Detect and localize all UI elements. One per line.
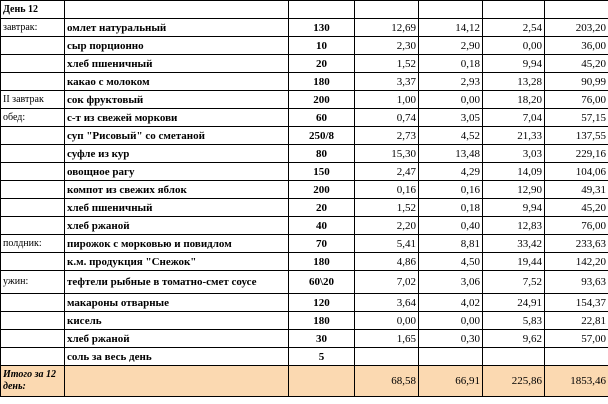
kcal-cell: 76,00 <box>545 91 608 109</box>
dish-cell: тефтели рыбные в томатно-смет соусе <box>65 271 289 294</box>
kcal-cell: 22,81 <box>545 312 608 330</box>
table-row <box>1 271 608 294</box>
dish-cell: омлет натуральный <box>65 19 289 37</box>
meal-cell <box>1 312 65 330</box>
portion-cell: 30 <box>289 330 355 348</box>
portion-cell: 130 <box>289 19 355 37</box>
dish-cell: овощное рагу <box>65 163 289 181</box>
dish-cell: сок фруктовый <box>65 91 289 109</box>
meal-cell: полдник: <box>1 235 65 253</box>
kcal-cell: 36,00 <box>545 37 608 55</box>
protein-cell: 3,64 <box>355 294 419 312</box>
table-row <box>1 199 608 217</box>
kcal-cell: 45,20 <box>545 55 608 73</box>
table-row <box>1 217 608 235</box>
table-row <box>1 312 608 330</box>
kcal-cell: 154,37 <box>545 294 608 312</box>
carbs-cell: 2,54 <box>483 19 545 37</box>
carbs-cell: 21,33 <box>483 127 545 145</box>
portion-cell: 20 <box>289 55 355 73</box>
dish-cell: с-т из свежей моркови <box>65 109 289 127</box>
fat-cell: 0,16 <box>419 181 483 199</box>
protein-cell <box>355 348 419 366</box>
meal-cell: обед: <box>1 109 65 127</box>
dish-cell: суп "Рисовый" со сметаной <box>65 127 289 145</box>
meal-cell <box>1 330 65 348</box>
portion-cell: 120 <box>289 294 355 312</box>
carbs-cell: 13,28 <box>483 73 545 91</box>
empty-cell <box>419 1 483 19</box>
kcal-cell: 90,99 <box>545 73 608 91</box>
dish-cell: хлеб пшеничный <box>65 55 289 73</box>
dish-cell: суфле из кур <box>65 145 289 163</box>
protein-cell: 1,52 <box>355 55 419 73</box>
fat-cell: 3,06 <box>419 271 483 294</box>
carbs-cell: 9,62 <box>483 330 545 348</box>
table-row <box>1 235 608 253</box>
kcal-cell: 57,00 <box>545 330 608 348</box>
kcal-cell: 93,63 <box>545 271 608 294</box>
portion-cell: 80 <box>289 145 355 163</box>
carbs-cell: 24,91 <box>483 294 545 312</box>
meal-cell <box>1 294 65 312</box>
empty-cell <box>545 1 608 19</box>
carbs-cell: 7,04 <box>483 109 545 127</box>
empty-cell <box>355 1 419 19</box>
meal-cell <box>1 181 65 199</box>
carbs-cell: 33,42 <box>483 235 545 253</box>
carbs-cell: 19,44 <box>483 253 545 271</box>
meal-cell <box>1 199 65 217</box>
meal-cell: ужин: <box>1 271 65 294</box>
fat-cell: 0,00 <box>419 91 483 109</box>
kcal-cell <box>545 348 608 366</box>
portion-cell: 250/8 <box>289 127 355 145</box>
fat-cell: 4,50 <box>419 253 483 271</box>
fat-cell: 0,30 <box>419 330 483 348</box>
carbs-cell <box>483 348 545 366</box>
kcal-cell: 229,16 <box>545 145 608 163</box>
portion-cell: 60\20 <box>289 271 355 294</box>
protein-cell: 5,41 <box>355 235 419 253</box>
fat-cell: 0,40 <box>419 217 483 235</box>
protein-cell: 2,20 <box>355 217 419 235</box>
table-row <box>1 19 608 37</box>
carbs-cell: 5,83 <box>483 312 545 330</box>
meal-cell <box>1 73 65 91</box>
table-row <box>1 253 608 271</box>
meal-cell: завтрак: <box>1 19 65 37</box>
meal-cell <box>1 55 65 73</box>
protein-cell: 1,00 <box>355 91 419 109</box>
table-row <box>1 163 608 181</box>
kcal-cell: 233,63 <box>545 235 608 253</box>
kcal-cell: 137,55 <box>545 127 608 145</box>
kcal-cell: 142,20 <box>545 253 608 271</box>
kcal-cell: 49,31 <box>545 181 608 199</box>
dish-cell: сыр порционно <box>65 37 289 55</box>
protein-cell: 2,47 <box>355 163 419 181</box>
protein-cell: 1,65 <box>355 330 419 348</box>
protein-cell: 3,37 <box>355 73 419 91</box>
meal-cell <box>1 348 65 366</box>
fat-cell: 8,81 <box>419 235 483 253</box>
portion-cell: 180 <box>289 312 355 330</box>
table-row <box>1 181 608 199</box>
kcal-cell: 76,00 <box>545 217 608 235</box>
protein-cell: 0,00 <box>355 312 419 330</box>
empty-cell <box>65 1 289 19</box>
table-row <box>1 55 608 73</box>
total-kcal: 1853,46 <box>545 366 608 397</box>
carbs-cell: 14,09 <box>483 163 545 181</box>
protein-cell: 7,02 <box>355 271 419 294</box>
fat-cell: 0,18 <box>419 55 483 73</box>
total-carbs: 225,86 <box>483 366 545 397</box>
portion-cell: 10 <box>289 37 355 55</box>
portion-cell: 150 <box>289 163 355 181</box>
fat-cell: 4,52 <box>419 127 483 145</box>
portion-cell: 200 <box>289 91 355 109</box>
fat-cell: 2,93 <box>419 73 483 91</box>
protein-cell: 2,30 <box>355 37 419 55</box>
empty-cell <box>289 366 355 397</box>
carbs-cell: 0,00 <box>483 37 545 55</box>
protein-cell: 0,74 <box>355 109 419 127</box>
portion-cell: 60 <box>289 109 355 127</box>
table-row <box>1 127 608 145</box>
portion-cell: 20 <box>289 199 355 217</box>
total-label: Итого за 12 день: <box>1 366 65 397</box>
kcal-cell: 57,15 <box>545 109 608 127</box>
table-row <box>1 348 608 366</box>
kcal-cell: 203,20 <box>545 19 608 37</box>
dish-cell: хлеб ржаной <box>65 217 289 235</box>
dish-cell: хлеб пшеничный <box>65 199 289 217</box>
portion-cell: 70 <box>289 235 355 253</box>
protein-cell: 4,86 <box>355 253 419 271</box>
fat-cell: 3,05 <box>419 109 483 127</box>
carbs-cell: 3,03 <box>483 145 545 163</box>
fat-cell: 2,90 <box>419 37 483 55</box>
table-row <box>1 37 608 55</box>
dish-cell: компот из свежих яблок <box>65 181 289 199</box>
table-row <box>1 109 608 127</box>
carbs-cell: 9,94 <box>483 199 545 217</box>
dish-cell: пирожок с морковью и повидлом <box>65 235 289 253</box>
portion-cell: 180 <box>289 73 355 91</box>
carbs-cell: 7,52 <box>483 271 545 294</box>
empty-cell <box>289 1 355 19</box>
protein-cell: 2,73 <box>355 127 419 145</box>
table-row <box>1 73 608 91</box>
fat-cell: 0,18 <box>419 199 483 217</box>
total-protein: 68,58 <box>355 366 419 397</box>
kcal-cell: 104,06 <box>545 163 608 181</box>
table-row <box>1 145 608 163</box>
dish-cell: кисель <box>65 312 289 330</box>
day-title-row <box>1 1 608 19</box>
portion-cell: 5 <box>289 348 355 366</box>
table-row <box>1 330 608 348</box>
meal-cell <box>1 127 65 145</box>
meal-cell <box>1 163 65 181</box>
kcal-cell: 45,20 <box>545 199 608 217</box>
protein-cell: 15,30 <box>355 145 419 163</box>
total-fat: 66,91 <box>419 366 483 397</box>
meal-cell: II завтрак <box>1 91 65 109</box>
protein-cell: 1,52 <box>355 199 419 217</box>
fat-cell: 0,00 <box>419 312 483 330</box>
dish-cell: соль за весь день <box>65 348 289 366</box>
dish-cell: какао с молоком <box>65 73 289 91</box>
carbs-cell: 12,90 <box>483 181 545 199</box>
dish-cell: хлеб ржаной <box>65 330 289 348</box>
table-row <box>1 294 608 312</box>
carbs-cell: 12,83 <box>483 217 545 235</box>
fat-cell: 4,29 <box>419 163 483 181</box>
protein-cell: 0,16 <box>355 181 419 199</box>
fat-cell: 14,12 <box>419 19 483 37</box>
fat-cell: 13,48 <box>419 145 483 163</box>
meal-cell <box>1 217 65 235</box>
meal-cell <box>1 253 65 271</box>
fat-cell <box>419 348 483 366</box>
meal-cell <box>1 145 65 163</box>
dish-cell: макароны отварные <box>65 294 289 312</box>
carbs-cell: 9,94 <box>483 55 545 73</box>
empty-cell <box>483 1 545 19</box>
portion-cell: 180 <box>289 253 355 271</box>
portion-cell: 40 <box>289 217 355 235</box>
table-row <box>1 91 608 109</box>
protein-cell: 12,69 <box>355 19 419 37</box>
meal-cell <box>1 37 65 55</box>
portion-cell: 200 <box>289 181 355 199</box>
total-row <box>1 366 608 397</box>
fat-cell: 4,02 <box>419 294 483 312</box>
carbs-cell: 18,20 <box>483 91 545 109</box>
dish-cell: к.м. продукция "Снежок" <box>65 253 289 271</box>
day-title: День 12 <box>1 1 65 19</box>
empty-cell <box>65 366 289 397</box>
